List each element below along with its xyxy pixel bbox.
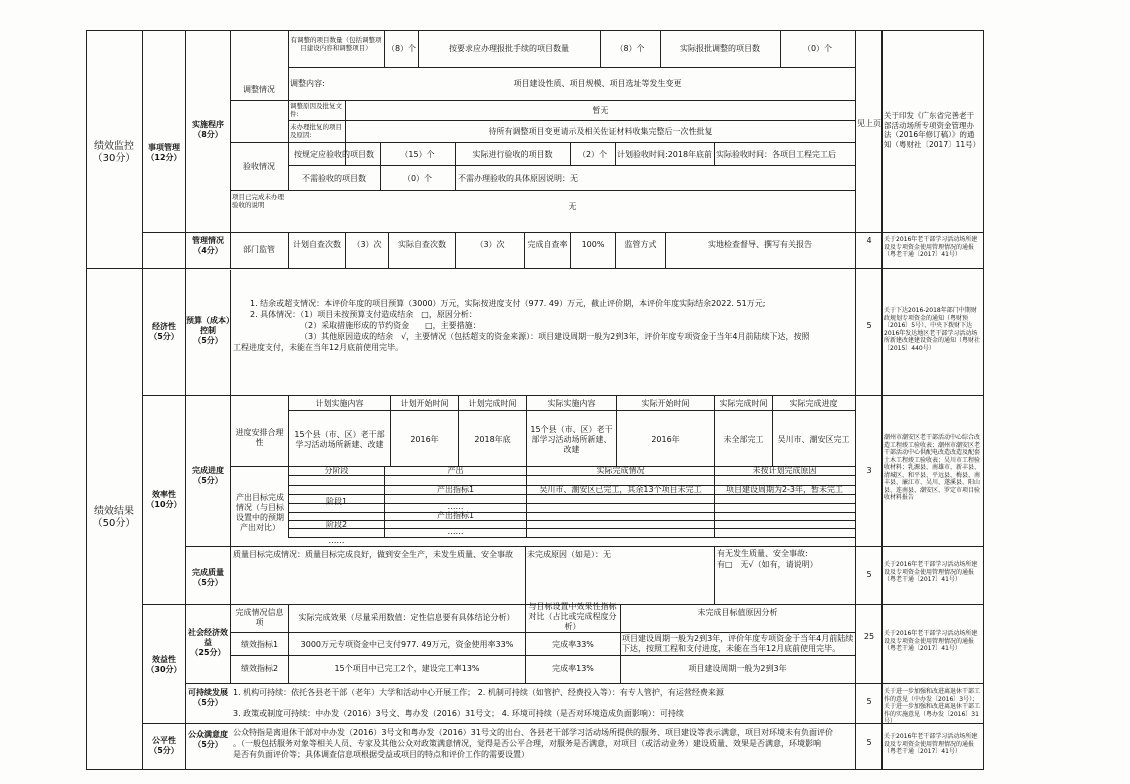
social-h4: 未完成目标值原因分析 <box>697 608 778 617</box>
progress-cell-2: 2016年 <box>410 435 439 444</box>
progress-cell-5: 2016年 <box>651 435 680 444</box>
quality-safety: 有无发生质量、安全事故: <box>717 549 808 558</box>
score-satisfaction: 5 <box>866 738 872 747</box>
perf-monitor-label <box>87 141 141 165</box>
adjust-unhandled-value: 待所有调整项目变更请示及相关佐证材料收集完整后一次性批复 <box>488 127 713 136</box>
progress-h1: 计划实施内容 <box>315 399 364 408</box>
progress-h4: 实际实施内容 <box>547 399 596 408</box>
cat-economy: 经济性 （5分） <box>149 322 179 341</box>
dept-method-label: 监管方式 <box>624 240 657 249</box>
sustain-line2: 3. 政策或制度可持续：中办发（2016）3号文、粤办发（2016）31号文； 4. 环境可持续（是否对环境造成负面影响）：可持续 <box>233 709 684 718</box>
out-h3: 实际完成情况 <box>596 466 645 475</box>
progress-h7: 实际完成进度 <box>789 399 838 408</box>
stage2-label: 阶段2 <box>325 520 348 529</box>
social-r2-label: 绩效指标2 <box>240 664 279 673</box>
progress-row-label: 进度安排合理性 <box>235 428 284 447</box>
dept-rate-value: 100% <box>581 240 605 249</box>
sub-budget: 预算（成本）控制 （5分） <box>186 316 230 345</box>
accept-actual-value: （2）个 <box>577 150 608 159</box>
accept-no-need-reason: 不需办理验收的具体原因说明：无 <box>458 174 578 183</box>
perf-result-label <box>87 506 141 530</box>
accept-plan-label: 按规定应验收的项目数 <box>294 150 374 159</box>
accept-unfinished-label: 项目已完成未办理验收的说明 <box>232 193 284 209</box>
dept-plan-value: （3）次 <box>352 240 382 249</box>
social-h1: 完成情况信息项 <box>235 608 284 627</box>
sub-impl: 实施程序 （8分） <box>192 120 224 139</box>
adjust-count-value: （8）个 <box>386 44 417 53</box>
adjust-content-label: 调整内容: <box>290 79 325 88</box>
sub-quality: 完成质量 （5分） <box>192 568 224 587</box>
sub-sustain: 可持续发展 （5分） <box>188 688 228 707</box>
perf-result-title: 绩效结果 <box>94 506 134 517</box>
sustain-line1: 1. 机构可持续：依托各县老干部（老年）大学和活动中心开展工作； 2. 机制可持续（如管护、经费投入等）：有专人管护，有运营经费来源 <box>233 688 724 697</box>
perf-monitor-title: 绩效监控 <box>94 141 134 152</box>
progress-h5: 实际开始时间 <box>641 399 690 408</box>
social-r1-ratio: 完成率33% <box>552 640 594 649</box>
stage1-label: 阶段1 <box>325 497 348 506</box>
accept-actual-label: 实际进行验收的项目数 <box>472 150 553 159</box>
actual1: 吴川市、潮安区已完工，其余13个项目未完工 <box>539 485 702 494</box>
adjust-approve-value: （8）个 <box>615 44 645 53</box>
progress-output-label: 产出目标完成情况（与目标设置中的预期产出对比） <box>236 493 284 532</box>
progress-cell-6: 未全部完工 <box>723 435 764 444</box>
cat-effect: 效益性 （30分） <box>146 655 182 674</box>
dept-label: 部门监管 <box>243 245 275 254</box>
social-r2-effect: 15个项目中已完工2个，建设完工率13% <box>334 664 480 673</box>
adjust-actual-label: 实际报批调整的项目数 <box>680 44 760 53</box>
score-quality: 5 <box>866 570 872 579</box>
quality-text: 质量目标完成情况：质量目标完成良好，做到安全生产，未发生质量、安全事故 <box>233 550 513 559</box>
social-r2-reason: 项目建设周期一般为2到3年 <box>688 664 787 673</box>
score-mgmt: 4 <box>866 236 872 245</box>
adjust-actual-value: （0）个 <box>802 44 833 53</box>
output1-dots: …… <box>447 502 464 511</box>
progress-h3: 计划完成时间 <box>468 399 517 408</box>
progress-cell-1: 15个县（市、区）老干部学习活动场所新建、改建 <box>294 430 385 449</box>
progress-h6: 实际完成时间 <box>719 399 768 408</box>
dept-plan-label: 计划自查次数 <box>293 240 341 249</box>
out-h4: 未按计划完成原因 <box>752 466 817 475</box>
progress-cell-3: 2018年底 <box>474 435 511 444</box>
score-impl: 见上页 <box>857 119 881 128</box>
quality-unfinished: 未完成原因（如是）：无 <box>527 550 611 559</box>
score-budget: 5 <box>866 321 872 330</box>
cat-fairness: 公平性 （5分） <box>149 736 179 755</box>
out-h2: 产出 <box>447 466 464 475</box>
dept-rate-label: 完成自查率 <box>527 240 568 249</box>
adjust-unhandled-label: 未办理批复的项目及原因: <box>290 123 342 139</box>
score-social: 25 <box>863 632 875 641</box>
adjust-label: 调整情况 <box>243 85 275 94</box>
ref-social: 关于2016年老干部学习活动场所建设及专项资金使用管理情况的通报（粤老干通〔2017〕41号） <box>884 630 978 652</box>
dept-method-value: 实地检查督导、撰写有关报告 <box>708 240 812 249</box>
adjust-count-label: 有调整的项目数量（包括调整项目建设内容和调整项目） <box>290 36 382 52</box>
accept-label: 验收情况 <box>243 162 275 171</box>
ref-mgmt: 关于2016年老干部学习活动场所建设及专项资金使用管理情况的通报（粤老干通〔2017〕41号） <box>884 236 978 258</box>
output2-label: 产出指标1 <box>436 511 475 520</box>
out-h1: 分阶段 <box>324 466 349 475</box>
score-progress: 3 <box>866 466 872 475</box>
ref-budget: 关于下达2016-2018年部门中期财政规划专项资金的通知（粤财预〔2016〕5号）、中央下拨财下达2016年发达地区老干部学习活动场所新建改建建设资金的通知（粤财社〔2015〕440号） <box>884 307 981 352</box>
output2-dots: …… <box>447 527 464 536</box>
progress-cell-4: 15个县（市、区）老干部学习活动场所新建、改建 <box>530 425 613 454</box>
ref-progress: 潮州市潮安区老干部活动中心综合改造工程竣工验收表；潮州市潮安区老干部活动中心供配电改造改造及配套土木工程竣工验收表；吴川市工程验收材料；乳源县、南雄市、新丰县、清城区、和平县、平远县、梅县、南丰县、廉江市、吴川、遂溪县、阳山县、连南县、潮安区、罗定市项目验收材料报告 <box>884 434 981 501</box>
quality-safety2: 有□ 无√（如有，请说明） <box>717 560 818 569</box>
cat-efficiency: 效率性 （10分） <box>146 490 182 509</box>
adjust-content-value: 项目建设性质、项目规模、项目选址等发生变更 <box>513 79 682 88</box>
social-h2: 实际完成效果（尽量采用数值：定性信息要有具体结论分析） <box>298 613 515 622</box>
adjust-reason-label: 调整原因及批复文件: <box>290 102 342 118</box>
sub-satisfaction: 公众满意度 （5分） <box>188 730 228 749</box>
accept-unfinished-value: 无 <box>568 202 577 211</box>
ref-sustain: 关于进一步加强和改进离退休干部工作的意见（中办发〔2016〕3号）；关于进一步加强和改进离退休干部工作的实施意见（粤办发〔2016〕31号） <box>884 688 981 725</box>
budget-line2: 2. 具体情况：（1）项目未按预算支付造成结余 □，原因分析： <box>250 310 477 319</box>
progress-h2: 计划开始时间 <box>400 399 449 408</box>
score-sustain: 5 <box>866 697 872 706</box>
budget-line5: 工程进度支付，未能在当年12月底前使用完毕。 <box>233 343 404 352</box>
ref-satisfaction: 关于2016年老干部学习活动场所建设及专项资金使用管理情况的通报（粤老干通〔2017〕41号） <box>884 733 978 755</box>
ref-impl: 关于印发《广东省完善老干部活动场所专项资金管理办法（2016年修订稿）》的通知（粤财社〔2017〕11号） <box>884 111 981 149</box>
satisfaction-line3: 是否有负面评价等；具体调查信息项根据受益或项目的特点和评价工作的需要设置） <box>233 750 529 759</box>
dept-actual-value: （3）次 <box>475 240 505 249</box>
perf-result-score: （50分） <box>92 518 136 529</box>
social-r1-effect: 3000万元专项资金中已支付977. 49万元，资金使用率33% <box>300 640 514 649</box>
social-h3: 与目标设置中效果性指标对比（占比或完成程度分析） <box>528 602 617 631</box>
budget-line1: 1. 结余或超支情况：本评价年度的项目预算（3000）万元，实际按进度支付（977. 49）万元，截止评价期，本评价年度实际结余2022. 51万元; <box>250 299 766 308</box>
perf-monitor-score: （30分） <box>92 153 136 164</box>
satisfaction-line1: 公众特指是离退休干部对中办发（2016）3号文和粤办发（2016）31号文的出台、各县老干部学习活动场所提供的服务、项目建设等表示满意，项目对环境未有负面评价 <box>233 728 833 737</box>
budget-line3: （2）采取措施形成的节约资金 □，主要措施： <box>300 321 481 330</box>
output1-label: 产出指标1 <box>436 485 475 494</box>
social-r1-label: 绩效指标1 <box>240 640 279 649</box>
ref-quality: 关于2016年老干部学习活动场所建设及专项资金使用管理情况的通报（粤老干通〔2017〕41号） <box>884 561 978 583</box>
dept-actual-label: 实际自查次数 <box>398 240 446 249</box>
cat-affairs: 事项管理 （12分） <box>146 143 182 162</box>
progress-more-dots: …… <box>328 536 345 545</box>
adjust-reason-value: 暂无 <box>592 106 609 115</box>
sub-progress: 完成进度 （5分） <box>192 466 224 485</box>
accept-no-need-value: （0）个 <box>402 174 433 183</box>
progress-cell-7: 吴川市、潮安区完工 <box>777 435 850 444</box>
accept-plan-value: （15）个 <box>400 150 435 159</box>
sub-social: 社会经济效益 （25分） <box>188 628 228 657</box>
satisfaction-line2: 。（一般包括服务对象等相关人员、专家及其他公众对政策满意情况，觉得是否公平合理，对服务是否满意，对项目（或活动业务）建设质量、效果是否满意，环境影响 <box>233 739 821 748</box>
accept-actual-time: 实际验收时间：各项目工程完工后 <box>716 150 836 159</box>
adjust-approve-label: 按要求应办理报批手续的项目数量 <box>449 44 569 53</box>
sub-mgmt: 管理情况 （4分） <box>192 236 224 255</box>
reason1: 项目建设周期为2-3年，暂未完工 <box>725 485 844 494</box>
social-r1-reason: 项目建设周期一般为2到3年，评价年度专项资金于当年4月前陆续下达，按照工程和支付进度，未能在当年12月底前使用完毕。 <box>622 634 854 653</box>
budget-line4: （3）其他原因造成的结余 √，主要情况（包括超支的资金来源）：项目建设周期一般为2到3年，评价年度专项资金于当年4月前陆续下达，按照 <box>300 332 810 341</box>
accept-plan-time: 计划验收时间:2018年底前 <box>617 150 713 159</box>
accept-no-need-label: 不需验收的项目数 <box>302 174 366 183</box>
social-r2-ratio: 完成率13% <box>552 664 594 673</box>
